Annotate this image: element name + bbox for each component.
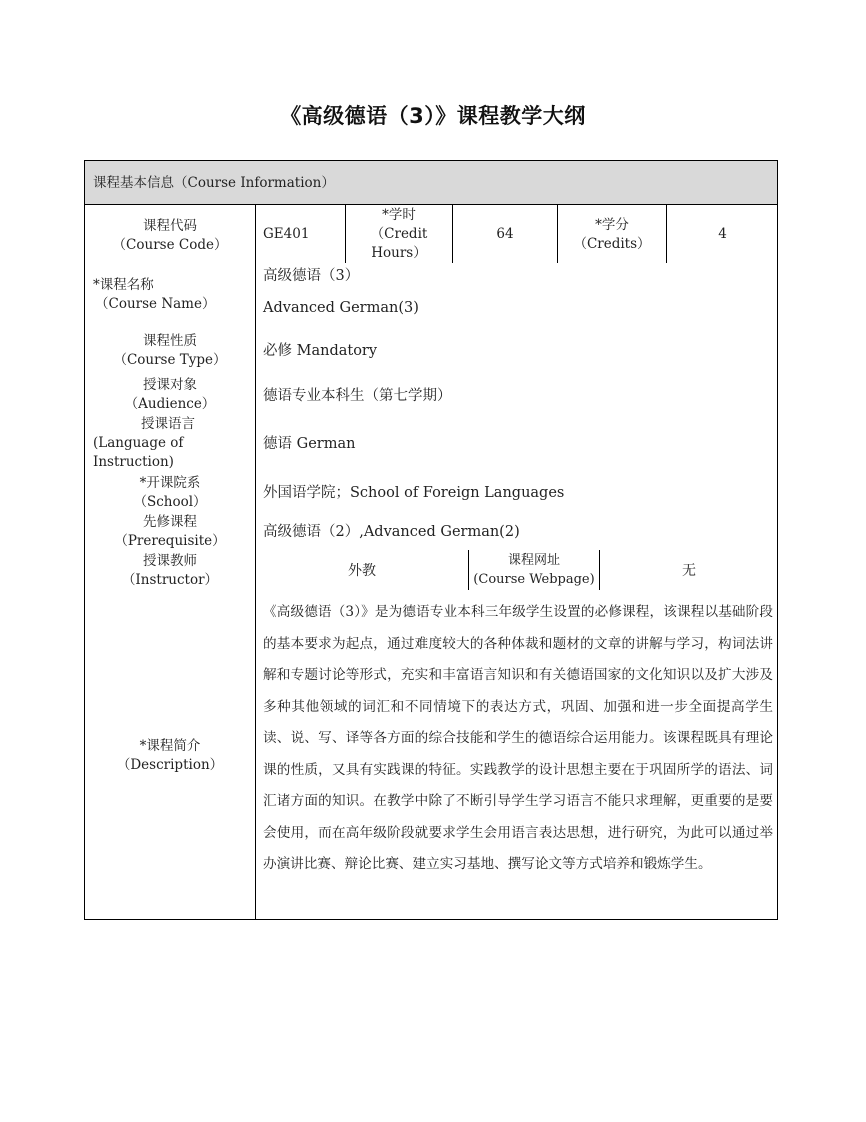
audience-label: 授课对象 （Audience） [124, 377, 216, 412]
credits-label: *学分 （Credits） [573, 217, 651, 252]
course-info-table [84, 160, 778, 920]
webpage-value: 无 [682, 563, 696, 579]
audience-value: 德语专业本科生（第七学期） [263, 388, 452, 404]
course-name-en: Advanced German(3) [263, 300, 419, 316]
description-text: 《高级德语（3）》是为德语专业本科三年级学生设置的必修课程，该课程以基础阶段的基本要求为起点，通过难度较大的各种体裁和题材的文章的讲解与学习，构词法讲解和专题讨论等形式，充实和丰富语言知识和有关德语国家的文化知识以及扩大涉及多种其他领域的词汇和不同情境下的表达方式，巩固、加强和进一步全面提高学生读、说、写、译等各方面的综合技能和学生的德语综合运用能力。该课程既具有理论课的性质，又具有实践课的特征。实践教学的设计思想主要在于巩固所学的语法、词汇诸方面的知识。在教学中除了不断引导学生学习语言不能只求理解，更重要的是要会使用，而在高年级阶段就要求学生会用语言表达思想，进行研究，为此可以通过举办演讲比赛、辩论比赛、建立实习基地、撰写论文等方式培养和锻炼学生。 [263, 604, 773, 872]
language-label: 授课语言 (Language of Instruction) [93, 416, 195, 470]
instructor-label: 授课教师 （Instructor） [121, 553, 219, 588]
webpage-label: 课程网址 (Course Webpage) [473, 553, 595, 587]
school-value: 外国语学院；School of Foreign Languages [263, 485, 565, 501]
school-label: *开课院系 （School） [133, 475, 207, 510]
prerequisite-value: 高级德语（2）,Advanced German(2) [263, 524, 520, 540]
course-code-value: GE401 [263, 226, 310, 242]
credit-hours-label: *学时 （Credit Hours） [370, 207, 428, 261]
page-title: 《高级德语（3）》课程教学大纲 [280, 104, 586, 128]
course-type-label: 课程性质 （Course Type） [113, 333, 227, 368]
prerequisite-label: 先修课程 （Prerequisite） [114, 514, 226, 549]
course-name-cn: 高级德语（3） [263, 268, 360, 284]
course-type-value: 必修 Mandatory [263, 343, 378, 359]
section-header: 课程基本信息（Course Information） [85, 161, 777, 205]
course-code-label: 课程代码 （Course Code） [112, 218, 228, 253]
credit-hours-value: 64 [496, 226, 514, 242]
course-name-label: *课程名称 （Course Name） [93, 277, 216, 312]
description-label: *课程简介 （Description） [116, 738, 224, 773]
instructor-value: 外教 [348, 563, 376, 579]
credits-value: 4 [718, 226, 727, 242]
language-value: 德语 German [263, 436, 356, 452]
